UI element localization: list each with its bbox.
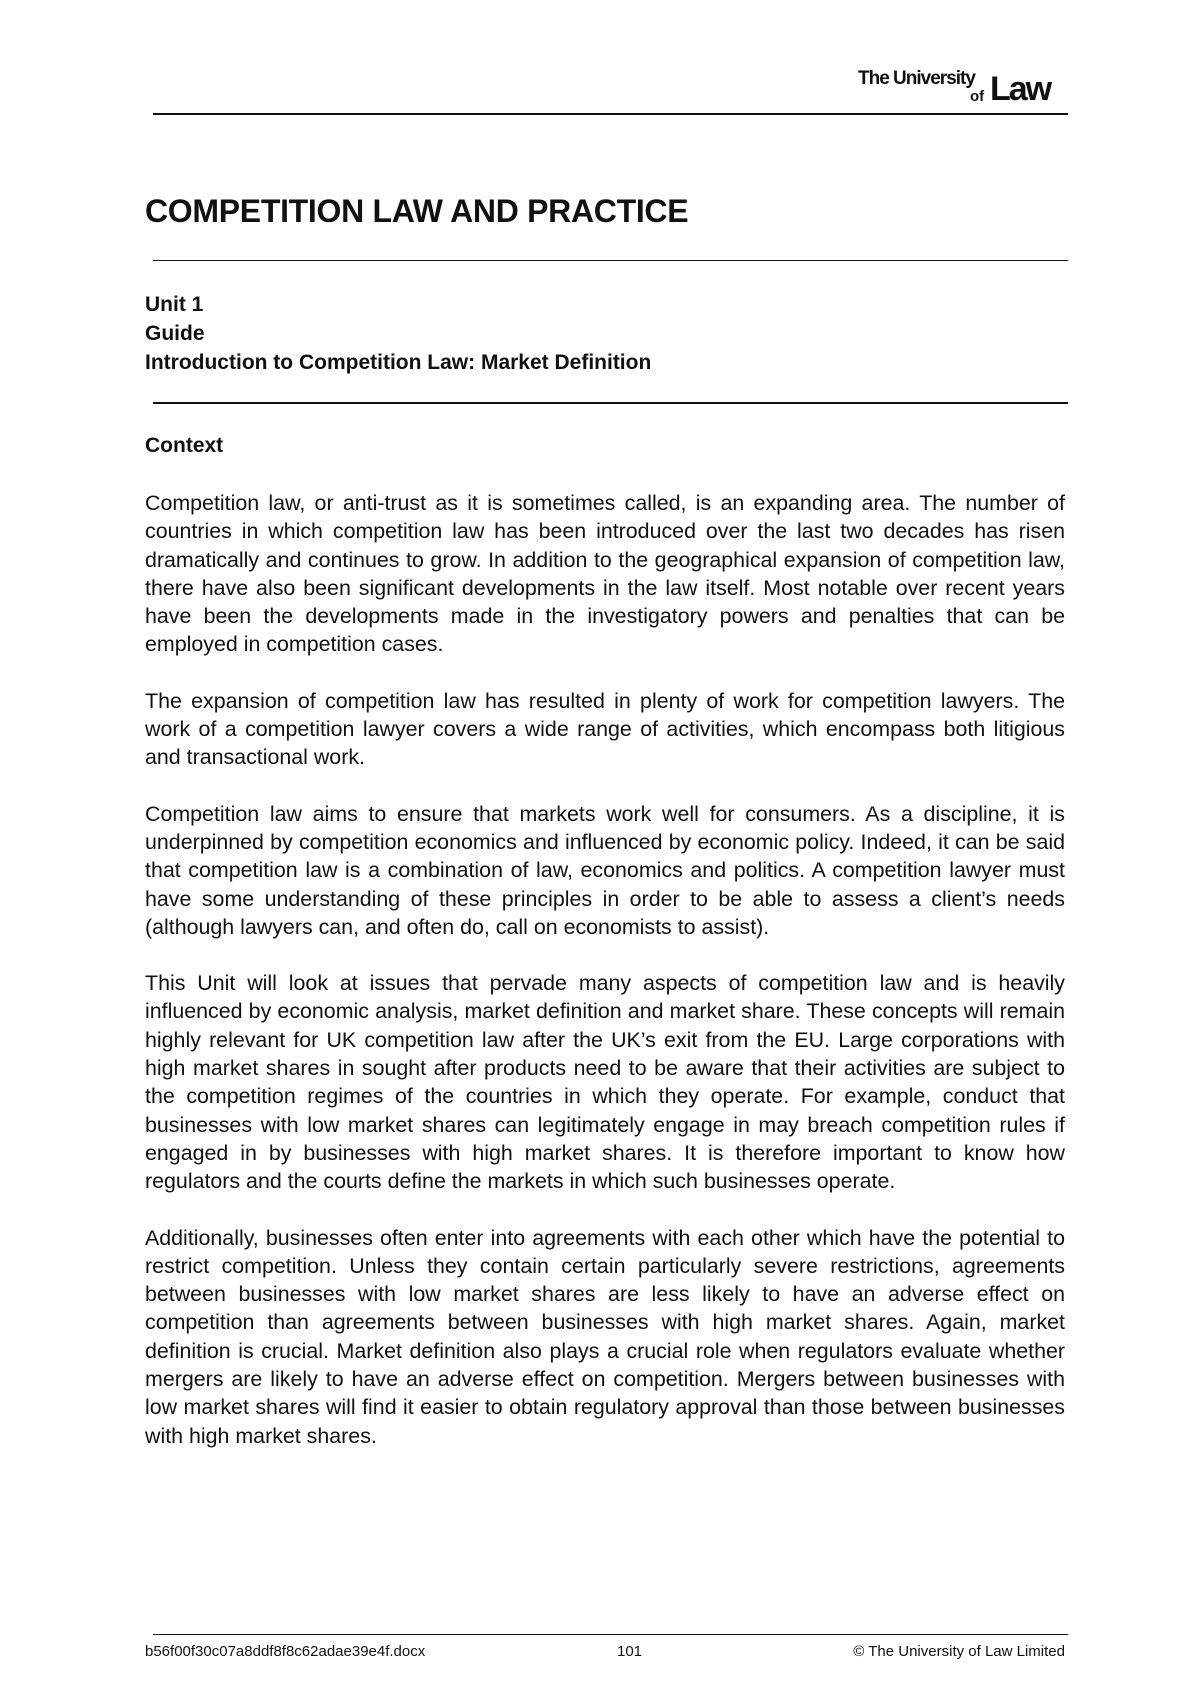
page-title: COMPETITION LAW AND PRACTICE — [145, 193, 689, 229]
paragraph-2: The expansion of competition law has resulted in plenty of work for competition lawyers. The work of a competition lawyer covers a wide range of activities, which encompass both litigious and transactional work. — [145, 688, 1065, 770]
unit-guide: Guide — [145, 322, 205, 345]
body-text — [145, 489, 1065, 1478]
footer-copyright: © The University of Law Limited — [853, 1643, 1065, 1660]
paragraph-4: This Unit will look at issues that pervade many aspects of competition law and is heavily influenced by economic analysis, market definition and market share. These concepts will remain highly relevant for UK competition law after the UK’s exit from the EU. Large corporations with high market shares in sought after products need to be aware that their activities are subject to the competition regimes of the countries in which they operate. For example, conduct that businesses with low market shares can legitimately engage in may breach competition rules if engaged in by businesses with high market shares. It is therefore important to know how regulators and the courts define the markets in which such businesses operate. — [145, 971, 1065, 1194]
logo-line-2: of — [970, 88, 985, 105]
university-logo — [858, 66, 1068, 110]
footer-filename: b56f00f30c07a8ddf8f8c62adae39e4f.docx — [145, 1643, 426, 1660]
unit-subtitle: Introduction to Competition Law: Market Definition — [145, 351, 652, 374]
logo-line-1: The University — [858, 68, 975, 89]
paragraph-3: Competition law aims to ensure that markets work well for consumers. As a discipline, it is underpinned by competition economics and influenced by economic policy. Indeed, it can be said that competition law is a combination of law, economics and politics. A competition lawyer must have some understanding of these principles in order to be able to assess a client’s needs (although lawyers can, and often do, call on economists to assist). — [145, 801, 1065, 939]
unit-info — [145, 290, 651, 377]
title-divider — [153, 260, 1068, 261]
section-heading: Context — [145, 434, 224, 457]
paragraph-5: Additionally, businesses often enter into agreements with each other which have the potential to restrict competition. Unless they contain certain particularly severe restrictions, agreements between businesses with low market shares are less likely to have an adverse effect on competition than agreements between businesses with high market shares. Again, market definition is crucial. Market definition also plays a crucial role when regulators evaluate whether mergers are likely to have an adverse effect on competition. Mergers between businesses with low market shares will find it easier to obtain regulatory approval than those between businesses with high market shares. — [145, 1225, 1065, 1448]
logo-line-3: Law — [990, 70, 1051, 108]
unit-divider — [153, 402, 1068, 404]
footer-divider — [153, 1634, 1068, 1635]
paragraph-1: Competition law, or anti-trust as it is sometimes called, is an expanding area. The number of countries in which competition law has been introduced over the last two decades has risen dramatically and continues to grow. In addition to the geographical expansion of competition law, there have also been significant developments in the law itself. Most notable over recent years have been the developments made in the investigatory powers and penalties that can be employed in competition cases. — [145, 491, 1065, 657]
header-divider — [153, 113, 1068, 115]
footer-page-number: 101 — [617, 1643, 643, 1660]
unit-number: Unit 1 — [145, 293, 204, 316]
